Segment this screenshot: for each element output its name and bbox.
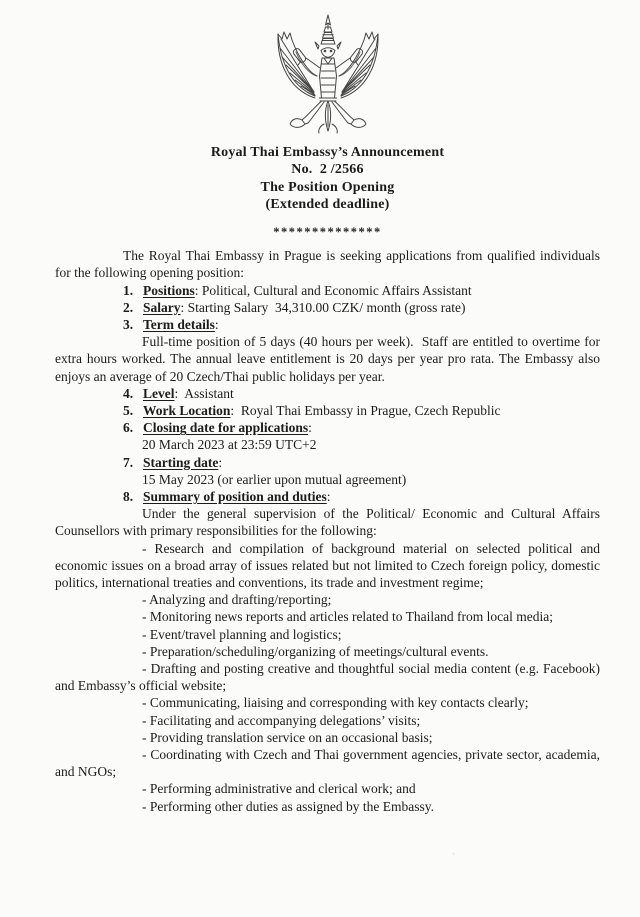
document-body <box>55 247 600 815</box>
summary-intro-paragraph: Under the general supervision of the Political/ Economic and Cultural Affairs Counsellors with primary responsibilities for the following: <box>55 506 600 539</box>
item-label: Positions <box>143 282 195 298</box>
list-item-positions <box>123 282 600 299</box>
closing-date-value: 20 March 2023 at 23:59 UTC+2 <box>142 437 317 453</box>
garuda-emblem-icon <box>267 12 389 136</box>
duty-research: - Research and compilation of background material on selected political and economic issues on a broad array of issues related but not limited to Czech foreign policy, domestic politics, international treaties and conventions, its trade and investment regime; <box>55 540 600 591</box>
deadline-note: (Extended deadline) <box>265 196 390 212</box>
duty-drafting-posting: - Drafting and posting creative and thoughtful social media content (e.g. Facebook) and Embassy’s official website; <box>55 661 600 694</box>
subtitle-line: The Position Opening <box>260 179 395 195</box>
item-number: 2. <box>123 299 134 315</box>
item-number: 5. <box>123 403 134 419</box>
list-item-work-location <box>123 402 600 419</box>
duty-coordinating: - Coordinating with Czech and Thai government agencies, private sector, academia, and NGOs; <box>55 747 600 780</box>
announcement-number: No. 2 /2566 <box>291 162 364 178</box>
duty-translation: - Providing translation service on an occasional basis; <box>142 729 433 745</box>
item-label: Work Location <box>143 403 231 419</box>
list-item-salary <box>123 299 600 316</box>
starting-date-value: 15 May 2023 (or earlier upon mutual agreement) <box>142 471 407 487</box>
item-text: : <box>214 317 219 332</box>
item-text: : Royal Thai Embassy in Prague, Czech Republic <box>230 403 501 419</box>
duty-facilitating: - Facilitating and accompanying delegations’ visits; <box>142 712 421 728</box>
duty-event-travel: - Event/travel planning and logistics; <box>142 626 342 642</box>
item-number: 6. <box>123 420 134 436</box>
item-label: Starting date <box>143 454 219 470</box>
term-details-paragraph: Full-time position of 5 days (40 hours per week). Staff are entitled to overtime for extra hours worked. The annual leave entitlement is 20 days per year pro rata. The Embassy also enjoys an average of 20 Czech/Thai public holidays per year. <box>55 334 600 384</box>
list-item-summary <box>123 488 600 505</box>
announcement-document <box>0 12 640 917</box>
list-item-closing-date <box>123 419 600 436</box>
duty-communicating: - Communicating, liaising and corresponding with key contacts clearly; <box>142 695 529 711</box>
duty-other: - Performing other duties as assigned by the Embassy. <box>142 798 434 814</box>
item-number: 1. <box>123 282 134 298</box>
duty-admin-clerical: - Performing administrative and clerical work; and <box>142 781 416 797</box>
separator-asterisks: ************** <box>273 225 382 240</box>
item-label: Level <box>143 385 175 401</box>
item-label: Closing date for applications <box>143 420 309 436</box>
item-label: Salary <box>143 299 181 315</box>
intro-paragraph: The Royal Thai Embassy in Prague is seeking applications from qualified individuals for the following opening position: <box>55 248 600 281</box>
item-text: : Political, Cultural and Economic Affairs Assistant <box>194 282 472 298</box>
item-number: 4. <box>123 385 134 401</box>
item-label: Summary of position and duties <box>143 489 327 505</box>
item-label: Term details <box>143 317 215 332</box>
item-text: : Assistant <box>174 385 234 401</box>
duty-preparation: - Preparation/scheduling/organizing of meetings/cultural events. <box>142 643 489 659</box>
title-line: Royal Thai Embassy’s Announcement <box>210 145 445 160</box>
item-number: 7. <box>123 454 134 470</box>
list-item-level <box>123 385 600 402</box>
scan-artifact-mark: · <box>452 850 455 860</box>
duty-analyzing: - Analyzing and drafting/reporting; <box>142 592 332 608</box>
item-text: : <box>326 489 331 505</box>
duty-monitoring: - Monitoring news reports and articles related to Thailand from local media; <box>142 609 553 625</box>
list-item-term-details <box>123 316 600 333</box>
list-item-starting-date <box>123 454 600 471</box>
item-number: 8. <box>123 489 134 505</box>
item-text: : Starting Salary 34,310.00 CZK/ month (gross rate) <box>180 299 466 315</box>
item-text: : <box>308 420 312 436</box>
document-header <box>55 144 600 213</box>
item-number: 3. <box>123 317 134 332</box>
item-text: : <box>218 454 223 470</box>
